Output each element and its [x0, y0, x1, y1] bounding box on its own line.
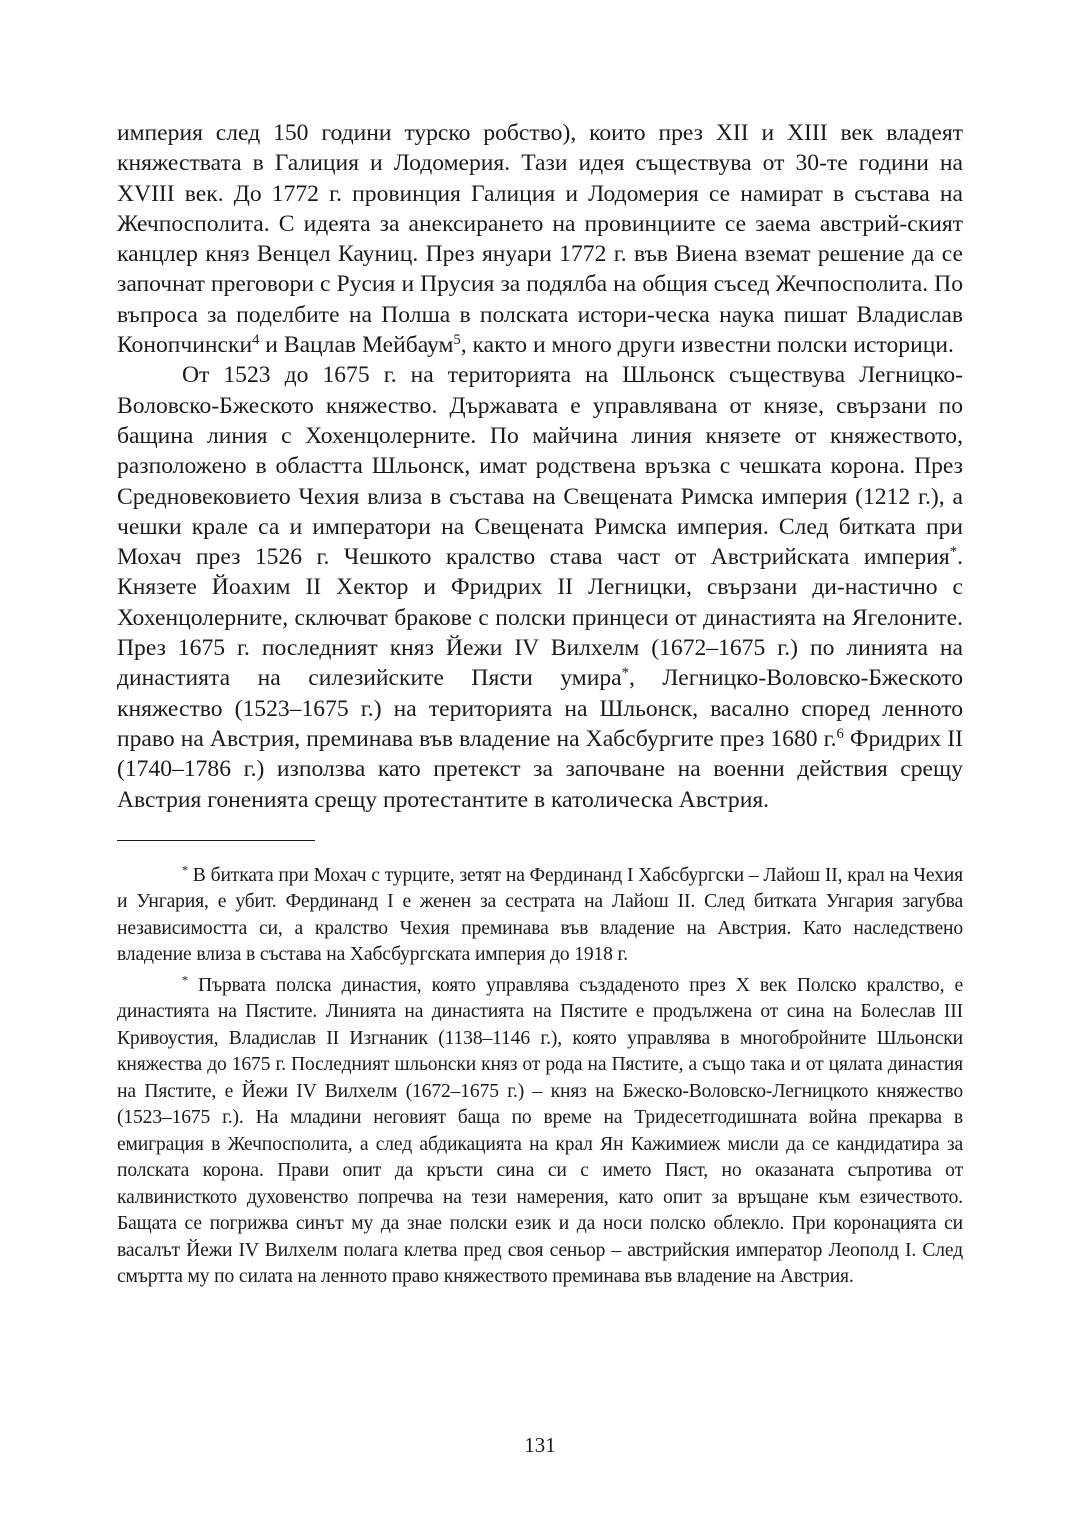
footnote-1 [117, 863, 963, 969]
text-run: Фридрих II (1740–1786 г.) използва като претекст за започване на военни действия срещу Австрия гоненията срещу протестантите в католическа Австрия. [117, 725, 963, 813]
footnote-marker: * [182, 863, 188, 878]
paragraph-2 [117, 360, 963, 814]
text-run: , Легницко-Воловско-Бжеското княжество (1523–1675 г.) на територията на Шльонск, васално според ленното право на Австрия, преминава във владение на Хабсбургите през 1680 г. [117, 665, 963, 752]
footnote-ref-asterisk: * [621, 665, 629, 682]
text-run: и Вацлав Мейбаум [259, 332, 454, 359]
footnote-text: Първата полска династия, която управлява създаденото през X век Полско кралство, е династията на Пястите. Линията на династията на Пястите е продължена от сина на Болеслав III Кривоустия, Владислав II Изгнаник (1138–1146 г.), която управлява в многобройните Шльонски княжества до 1675 г. Последният шльонски княз от рода на Пястите, а също така и от цялата династия на Пястите, е Йежи IV Вилхелм (1672–1675 г.) – княз на Бжеско-Воловско-Легницкото княжество (1523–1675 г.). На младини неговият баща по време на Тридесетгодишната война прекарва в емиграция в Жечпосполита, а след абдикацията на крал Ян Кажимиеж мисли да се кандидатира за полската корона. Прави опит да кръсти сина си с името Пяст, но оказаната съпротива от калвинисткото духовенство попречва на тези намерения, като опит за връщане към езичеството. Бащата се погрижва синът му да знае полски език и да носи полско облекло. При коронацията си васалът Йежи IV Вилхелм полага клетва пред своя сеньор – австрийския император Леополд I. След смъртта му по силата на ленното право княжеството преминава във владение на Австрия. [117, 974, 963, 1288]
paragraph-1 [117, 118, 963, 360]
page-content [117, 118, 963, 1295]
footnote-ref-5: 5 [453, 332, 461, 349]
text-run: , както и много други известни полски историци. [460, 332, 954, 359]
page-number: 131 [524, 1433, 556, 1457]
text-run: . Князете Йоахим II Хектор и Фридрих II Легницки, свързани ди-настично с Хохенцолерните, сключват бракове с полски принцеси от династията на Ягелоните. През 1675 г. последният княз Йежи IV Вилхелм (1672–1675 г.) по линията на династията на силезийските Пясти умира [117, 544, 963, 692]
footnote-ref-6: 6 [836, 725, 844, 742]
footnotes [117, 863, 963, 1291]
footnote-2 [117, 973, 963, 1291]
footnote-separator [117, 840, 315, 841]
text-run: От 1523 до 1675 г. на територията на Шльонск съществува Легницко-Воловско-Бжеското княжество. Държавата е управлявана от князе, свързани по бащина линия с Хохенцолерните. По майчина линия князете от княжеството, разположено в областта Шльонск, имат родствена връзка с чешката корона. През Средновековието Чехия влиза в състава на Свещената Римска империя (1212 г.), а чешки крале са и императори на Свещената Римска империя. След битката при Мохач през 1526 г. Чешкото кралство става част от Австрийската империя [117, 362, 963, 571]
main-text [117, 118, 963, 815]
footnote-ref-asterisk: * [949, 544, 958, 561]
text-run: империя след 150 години турско робство), които през XII и XIII век владеят княжествата в Галиция и Лодомерия. Тази идея съществува от 30-те години на XVIII век. До 1772 г. провинция Галиция и Лодомерия се намират в състава на Жечпосполита. С идеята за анексирането на провинциите се заема австрий-ският канцлер княз Венцел Кауниц. През януари 1772 г. във Виена вземат решение да се започнат преговори с Русия и Прусия за подялба на общия съсед Жечпосполита. По въпроса за поделбите на Полша в полската истори-ческа наука пишат Владислав Конопчински [117, 120, 963, 359]
footnote-text: В битката при Мохач с турците, зетят на Фердинанд I Хабсбургски – Лайош II, крал на Чехия и Унгария, е убит. Фердинанд I е женен за сестрата на Лайош II. След битката Унгария загубва независимостта си, а кралство Чехия преминава във владение на Австрия. Като наследствено владение влиза в състава на Хабсбургската империя до 1918 г. [117, 864, 963, 966]
footnote-ref-4: 4 [252, 332, 260, 349]
footnote-marker: * [182, 973, 188, 988]
